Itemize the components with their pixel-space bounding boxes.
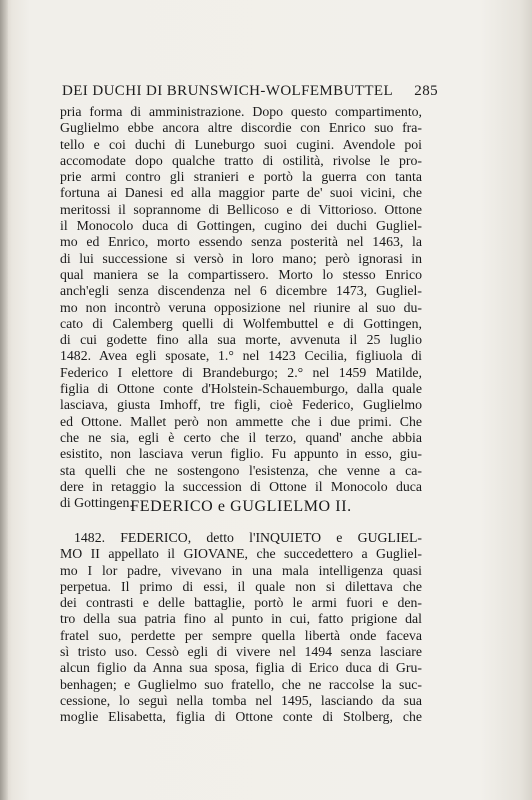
text-line: mo I lor padre, vivevano in una mala intelligenza quasi [60, 562, 422, 578]
text-line: sì tristo uso. Cessò egli di vivere nel 1494 senza lasciare [60, 644, 422, 660]
text-line: Guglielmo ebbe ancora altre discordie con Enrico suo fra- [60, 120, 422, 136]
text-line: cessione, lo seguì nella tomba nel 1495, lasciando da sua [60, 692, 422, 708]
section-heading: FEDERICO e GUGLIELMO II. [130, 498, 352, 515]
text-line: figlia di Ottone conte d'Holstein-Schauemburgo, dalla quale [60, 381, 422, 397]
text-line: 1482. FEDERICO, detto l'INQUIETO e GUGLIEL- [74, 530, 422, 545]
text-line: mo non incontrò veruna opposizione nel riunire al suo du- [60, 299, 422, 315]
text-line: tello e coi duchi di Luneburgo suoi cugini. Avendole poi [60, 136, 422, 152]
text-line: fortuna ai Danesi ed alla maggior parte de' suoi vicini, che [60, 185, 422, 201]
text-line: Federico I elettore di Brandeburgo; 2.° nel 1459 Matilde, [60, 364, 422, 380]
page-number: 285 [414, 83, 438, 99]
text-line: dei contrasti e delle battaglie, portò le armi fuori e den- [60, 595, 422, 611]
running-title: DEI DUCHI DI BRUNSWICH-WOLFEMBUTTEL [62, 83, 394, 99]
text-line: meritossi il soprannome di Bellicoso e di Vittorioso. Ottone [60, 201, 422, 217]
text-line: che ne sia, egli è certo che il terzo, quand' anche abbia [60, 429, 422, 445]
text-line: perpetua. Il primo di essi, il quale non si dilettava che [60, 578, 422, 594]
text-line: benhagen; e Guglielmo suo fratello, che ne raccolse la suc- [60, 676, 422, 692]
text-line: qual maniera se la compartissero. Morto lo stesso Enrico [60, 266, 422, 282]
text-line: prie armi contro gli stranieri e portò la guerra con tanta [60, 169, 422, 185]
text-line: sta quelli che ne sostengono l'esistenza, che venne a ca- [60, 462, 422, 478]
text-line: mo ed Enrico, morto essendo senza posterità nel 1463, la [60, 234, 422, 250]
text-line: anch'egli senza discendenza nel 6 dicembre 1473, Gugliel- [60, 283, 422, 299]
text-line: alcun figlio da Anna sua sposa, figlia di Erico duca di Gru- [60, 660, 422, 676]
text-line: lasciava, giusta Imhoff, tre figli, cioè Federico, Guglielmo [60, 397, 422, 413]
text-line: dere in retaggio la succession di Ottone il Monocolo duca [60, 478, 422, 494]
text-line: fratel suo, perdette per sempre quella libertà onde faceva [60, 627, 422, 643]
paragraph-federico-guglielmo-ii [60, 530, 422, 726]
text-line: ed Ottone. Mallet però non ammette che i due primi. Che [60, 413, 422, 429]
text-line: di Gottingen. [60, 495, 133, 511]
paragraph-duke-guglielmo-i [60, 104, 422, 511]
text-line: pria forma di amministrazione. Dopo questo compartimento, [60, 104, 422, 119]
text-line: 1482. Avea egli sposate, 1.° nel 1423 Cecilia, figliuola di [60, 348, 422, 364]
text-line: cato di Calemberg quelli di Wolfembuttel e di Gottingen, [60, 315, 422, 331]
text-line: accomodate dopo qualche tratto di ostilità, rivolse le pro- [60, 152, 422, 168]
text-line: moglie Elisabetta, figlia di Ottone conte di Stolberg, che [60, 709, 422, 725]
text-line: MO II appellato il GIOVANE, che succedettero a Gugliel- [60, 546, 422, 562]
text-line: di lui successione si versò in loro mano; però ignorasi in [60, 250, 422, 266]
text-line: tro della sua patria fino al punto in cui, fatto prigione dal [60, 611, 422, 627]
text-line: esistito, non lasciava verun figlio. Fu appunto in esso, giu- [60, 446, 422, 462]
text-line: il Monocolo duca di Gottingen, cugino dei duchi Gugliel- [60, 218, 422, 234]
text-line: di cui godette fino alla sua morte, avvenuta il 25 luglio [60, 332, 422, 348]
running-header [62, 83, 438, 100]
